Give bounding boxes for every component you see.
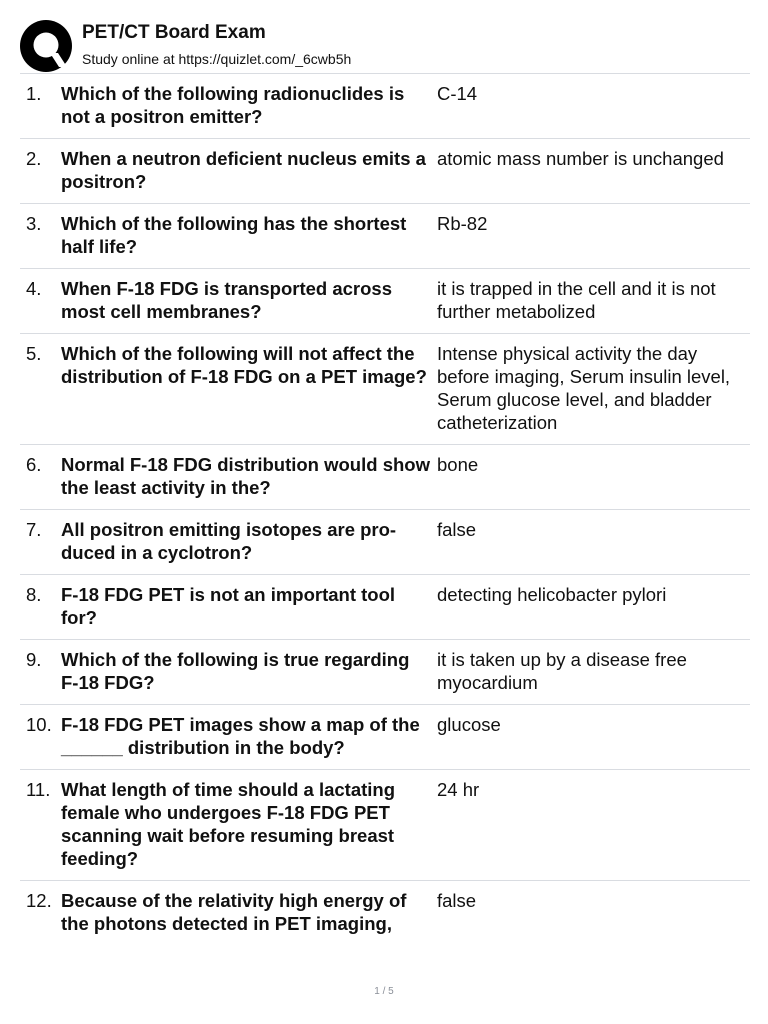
card-term: F-18 FDG PET is not an important tool for? [61, 584, 396, 628]
card-definition: detecting helicobacter pylori [437, 584, 667, 605]
page-title: PET/CT Board Exam [82, 22, 266, 43]
card-term: All positron emitting isotopes are produced in a cyclotron? [61, 519, 397, 563]
card-term: When F-18 FDG is transported across most cell membranes? [61, 278, 393, 322]
card-definition: bone [437, 454, 479, 475]
card-row [20, 334, 750, 445]
card-row [20, 74, 750, 139]
card-definition: Rb-82 [437, 213, 488, 234]
card-term: F-18 FDG PET images show a map of the ______ distribution in the body? [61, 714, 420, 758]
study-online-link-text: Study online at https://quizlet.com/_6cwb5h [82, 51, 352, 67]
card-definition: false [437, 519, 477, 540]
card-number: 8. [26, 584, 42, 605]
card-term: Normal F-18 FDG distribution would show the least activity in the? [61, 454, 430, 498]
card-number: 5. [26, 343, 42, 364]
card-definition: C-14 [437, 83, 478, 104]
flashcard-list [20, 74, 750, 945]
card-term: When a neutron deficient nucleus emits a positron? [61, 148, 426, 192]
card-row [20, 575, 750, 640]
card-row [20, 204, 750, 269]
card-row [20, 510, 750, 575]
card-term: Because of the relativity high energy of the photons detected in PET imaging, [61, 890, 407, 934]
card-number-cell [20, 453, 61, 499]
card-row [20, 770, 750, 881]
card-row [20, 881, 750, 945]
card-number-cell [20, 212, 61, 258]
card-row [20, 269, 750, 334]
card-definition: 24 hr [437, 779, 480, 800]
card-number: 12. [26, 890, 52, 911]
card-number-cell [20, 583, 61, 629]
card-row [20, 139, 750, 204]
card-number-cell [20, 147, 61, 193]
quizlet-q-logo-icon [20, 20, 72, 72]
card-number: 6. [26, 454, 42, 475]
card-definition: atomic mass number is unchanged [437, 148, 724, 169]
card-number-cell [20, 342, 61, 434]
page-header [20, 18, 750, 74]
card-number-cell [20, 277, 61, 323]
card-number: 9. [26, 649, 42, 670]
card-number-cell [20, 518, 61, 564]
card-term: Which of the following is true regarding F-18 FDG? [61, 649, 410, 693]
card-term: What length of time should a lactating female who undergoes F-18 FDG PET scanning wait before resuming breast feeding? [61, 779, 396, 869]
card-definition: Intense physical activity the day before imaging, Serum insulin level, Serum glucose level, and bladder catheterization [437, 343, 731, 433]
card-term: Which of the following radionuclides is not a positron emitter? [61, 83, 405, 127]
card-number-cell [20, 82, 61, 128]
card-term: Which of the following has the shortest half life? [61, 213, 407, 257]
card-row [20, 445, 750, 510]
card-number: 10. [26, 714, 52, 735]
card-number-cell [20, 648, 61, 694]
card-definition: glucose [437, 714, 501, 735]
card-row [20, 640, 750, 705]
card-number: 1. [26, 83, 42, 104]
card-number: 11. [26, 779, 51, 800]
card-definition: false [437, 890, 477, 911]
card-number: 3. [26, 213, 42, 234]
card-definition: it is taken up by a disease free myocardium [437, 649, 687, 693]
card-term: Which of the following will not affect the distribution of F-18 FDG on a PET image? [61, 343, 427, 387]
card-number: 2. [26, 148, 42, 169]
card-row [20, 705, 750, 770]
card-number-cell [20, 713, 61, 759]
card-number-cell [20, 889, 61, 935]
page-number: 1 / 5 [374, 986, 394, 997]
card-number: 4. [26, 278, 42, 299]
card-number-cell [20, 778, 61, 870]
card-definition: it is trapped in the cell and it is not further metabolized [437, 278, 716, 322]
card-number: 7. [26, 519, 42, 540]
